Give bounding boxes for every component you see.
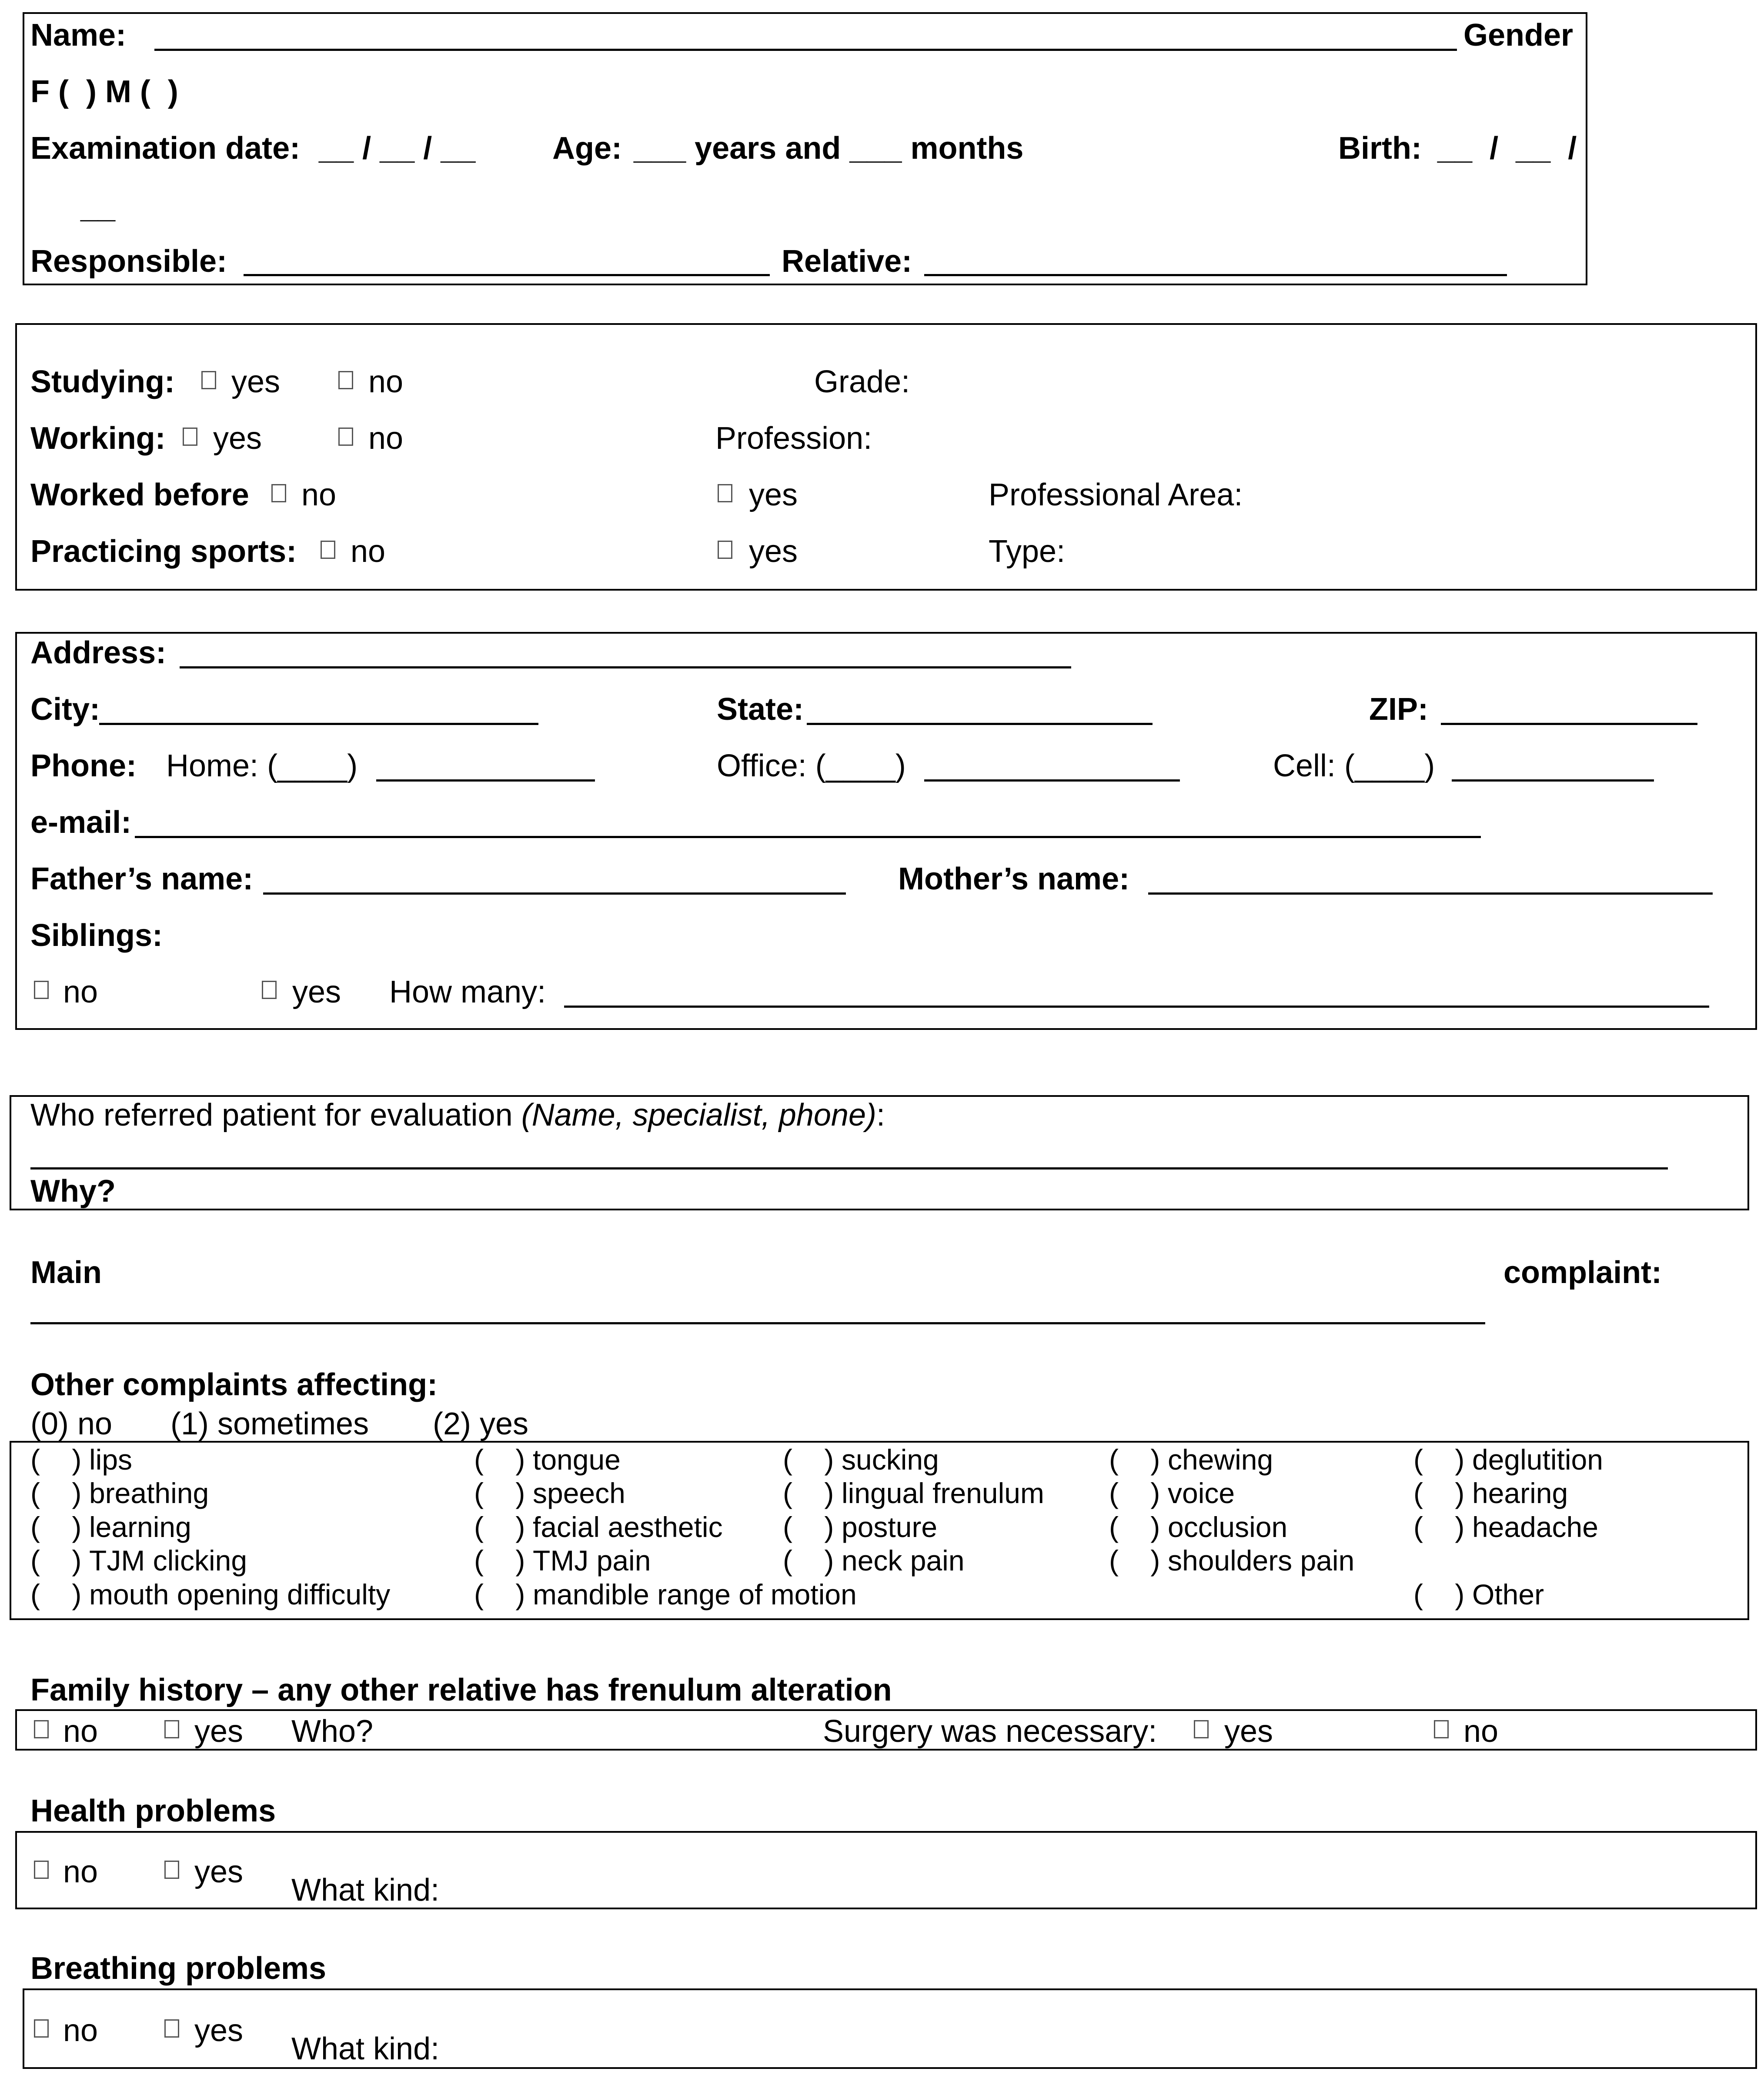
scale-yes: (2) yes: [433, 1407, 529, 1441]
sports-yes-checkbox[interactable]: [718, 541, 732, 559]
health-kind-label: What kind:: [291, 1873, 440, 1908]
office-phone-label: Office: (____): [717, 748, 906, 783]
siblings-no-label: no: [63, 975, 98, 1009]
main-complaint-field[interactable]: [30, 1322, 1485, 1324]
complaint-score-slot[interactable]: ( ): [783, 1477, 834, 1509]
sport-type-label: Type:: [989, 534, 1066, 569]
complaint-item-label: sucking: [842, 1443, 939, 1476]
breathing-yes-label: yes: [194, 2013, 244, 2048]
complaint-item-label: tongue: [533, 1443, 621, 1476]
family-no-checkbox[interactable]: [34, 1720, 49, 1738]
complaint-item-label: shoulders pain: [1168, 1544, 1355, 1577]
city-field[interactable]: [99, 723, 538, 725]
complaint-item-label: learning: [89, 1511, 191, 1543]
working-yes-checkbox[interactable]: [183, 428, 197, 446]
complaint-score-slot[interactable]: ( ): [474, 1511, 525, 1543]
mother-name-label: Mother’s name:: [898, 862, 1130, 896]
surgery-label: Surgery was necessary:: [823, 1714, 1157, 1749]
complaint-score-slot[interactable]: ( ): [783, 1443, 834, 1476]
complaint-score-slot[interactable]: ( ): [1109, 1544, 1160, 1577]
health-no-checkbox[interactable]: [34, 1861, 49, 1879]
complaint-item-label: lips: [89, 1443, 133, 1476]
complaint-score-slot[interactable]: ( ): [30, 1443, 82, 1476]
surgery-yes-label: yes: [1224, 1714, 1273, 1749]
worked-before-no-label: no: [301, 478, 337, 512]
email-label: e-mail:: [30, 805, 132, 840]
responsible-label: Responsible:: [30, 244, 227, 279]
siblings-yes-label: yes: [292, 975, 341, 1009]
age-field[interactable]: ___ years and ___ months: [634, 131, 1024, 166]
how-many-field[interactable]: [564, 1006, 1709, 1008]
why-label: Why?: [30, 1174, 116, 1209]
complaint-item-label: posture: [842, 1511, 938, 1543]
email-field[interactable]: [135, 836, 1481, 838]
sports-no-checkbox[interactable]: [321, 541, 335, 559]
address-field[interactable]: [180, 666, 1071, 668]
complaint-score-slot[interactable]: ( ): [1413, 1578, 1465, 1611]
complaint-item-label: mouth opening difficulty: [89, 1578, 391, 1611]
breathing-kind-label: What kind:: [291, 2032, 440, 2066]
complaint-score-slot[interactable]: ( ): [1109, 1477, 1160, 1509]
health-problems-title: Health problems: [30, 1794, 276, 1828]
working-no-checkbox[interactable]: [338, 428, 353, 446]
name-field[interactable]: [154, 49, 1457, 51]
gender-options[interactable]: F ( ) M ( ): [30, 74, 178, 109]
complaint-item-label: TMJ pain: [533, 1544, 651, 1577]
complaint-score-slot[interactable]: ( ): [30, 1477, 82, 1509]
breathing-no-checkbox[interactable]: [34, 2019, 49, 2038]
working-label: Working:: [30, 421, 166, 456]
grade-label: Grade:: [814, 364, 910, 399]
other-complaints-title: Other complaints affecting:: [30, 1367, 438, 1402]
complaint-item-label: facial aesthetic: [533, 1511, 723, 1543]
complaint-score-slot[interactable]: ( ): [1109, 1511, 1160, 1543]
complaint-label: complaint:: [1503, 1255, 1662, 1290]
contact-box: [15, 632, 1757, 1030]
working-no-label: no: [368, 421, 404, 456]
birth-label: Birth:: [1338, 131, 1422, 166]
family-yes-label: yes: [194, 1714, 244, 1749]
worked-before-yes-checkbox[interactable]: [718, 484, 732, 502]
breathing-problems-box: [23, 1988, 1757, 2069]
complaint-score-slot[interactable]: ( ): [1413, 1511, 1465, 1543]
siblings-no-checkbox[interactable]: [34, 981, 49, 999]
zip-field[interactable]: [1441, 723, 1697, 725]
birth-field-cont[interactable]: __: [80, 190, 116, 224]
studying-no-label: no: [368, 364, 404, 399]
complaint-item-label: lingual frenulum: [842, 1477, 1044, 1509]
complaint-item-label: chewing: [1168, 1443, 1273, 1476]
exam-date-field[interactable]: __ / __ / __: [319, 131, 476, 166]
complaint-score-slot[interactable]: ( ): [783, 1544, 834, 1577]
siblings-label: Siblings:: [30, 918, 163, 953]
complaint-score-slot[interactable]: ( ): [474, 1578, 525, 1611]
family-no-label: no: [63, 1714, 98, 1749]
state-label: State:: [717, 692, 804, 727]
complaint-score-slot[interactable]: ( ): [474, 1477, 525, 1509]
complaint-item-label: voice: [1168, 1477, 1235, 1509]
health-yes-label: yes: [194, 1854, 244, 1889]
family-yes-checkbox[interactable]: [164, 1720, 179, 1738]
referral-hint: (Name, specialist, phone): [521, 1098, 876, 1133]
age-label: Age:: [552, 131, 622, 166]
studying-yes-label: yes: [231, 364, 281, 399]
father-name-field[interactable]: [263, 892, 846, 895]
health-no-label: no: [63, 1854, 98, 1889]
referral-label: Who referred patient for evaluation (Name, specialist, phone):: [30, 1098, 885, 1133]
cell-phone-label: Cell: (____): [1273, 748, 1435, 783]
surgery-no-checkbox[interactable]: [1434, 1720, 1449, 1738]
complaint-item-label: headache: [1472, 1511, 1598, 1543]
gender-label: Gender: [1463, 18, 1574, 53]
complaint-item-label: breathing: [89, 1477, 209, 1509]
surgery-no-label: no: [1463, 1714, 1499, 1749]
city-label: City:: [30, 692, 100, 727]
worked-before-yes-label: yes: [749, 478, 798, 512]
responsible-field[interactable]: [244, 274, 770, 276]
worked-before-no-checkbox[interactable]: [271, 484, 286, 502]
cell-phone-field[interactable]: [1452, 779, 1654, 782]
father-name-label: Father’s name:: [30, 862, 254, 896]
home-phone-label: Home: (____): [166, 748, 358, 783]
complaint-score-slot[interactable]: ( ): [1109, 1443, 1160, 1476]
health-problems-box: [15, 1831, 1757, 1909]
complaint-score-slot[interactable]: ( ): [30, 1578, 82, 1611]
profession-label: Profession:: [715, 421, 872, 456]
complaint-item-label: occlusion: [1168, 1511, 1288, 1543]
home-phone-field[interactable]: [376, 779, 595, 782]
sports-label: Practicing sports:: [30, 534, 297, 569]
referral-field[interactable]: [30, 1167, 1668, 1169]
complaint-item-label: neck pain: [842, 1544, 965, 1577]
complaint-score-slot[interactable]: ( ): [30, 1544, 82, 1577]
family-history-title: Family history – any other relative has frenulum alteration: [30, 1673, 892, 1707]
working-yes-label: yes: [213, 421, 262, 456]
complaint-score-slot[interactable]: ( ): [783, 1511, 834, 1543]
complaint-score-slot[interactable]: ( ): [474, 1544, 525, 1577]
complaint-score-slot[interactable]: ( ): [1413, 1477, 1465, 1509]
worked-before-label: Worked before: [30, 478, 249, 512]
scale-sometimes: (1) sometimes: [170, 1407, 369, 1441]
relative-field[interactable]: [924, 274, 1507, 276]
breathing-problems-title: Breathing problems: [30, 1951, 327, 1986]
sports-no-label: no: [351, 534, 386, 569]
exam-date-label: Examination date:: [30, 131, 301, 166]
address-label: Address:: [30, 635, 167, 670]
breathing-no-label: no: [63, 2013, 98, 2048]
professional-area-label: Professional Area:: [989, 478, 1243, 512]
studying-yes-checkbox[interactable]: [201, 371, 216, 389]
studying-label: Studying:: [30, 364, 175, 399]
siblings-yes-checkbox[interactable]: [262, 981, 277, 999]
complaint-score-slot[interactable]: ( ): [474, 1443, 525, 1476]
breathing-yes-checkbox[interactable]: [164, 2019, 179, 2038]
complaint-item-label: Other: [1472, 1578, 1544, 1611]
complaint-item-label: speech: [533, 1477, 625, 1509]
complaint-item-label: TJM clicking: [89, 1544, 247, 1577]
name-label: Name:: [30, 18, 127, 53]
surgery-yes-checkbox[interactable]: [1194, 1720, 1209, 1738]
birth-field[interactable]: __ / __ /: [1437, 131, 1577, 166]
complaint-item-label: deglutition: [1472, 1443, 1603, 1476]
scale-no: (0) no: [30, 1407, 113, 1441]
zip-label: ZIP:: [1369, 692, 1428, 727]
how-many-label: How many:: [389, 975, 546, 1009]
health-yes-checkbox[interactable]: [164, 1861, 179, 1879]
complaint-score-slot[interactable]: ( ): [1413, 1443, 1465, 1476]
studying-no-checkbox[interactable]: [338, 371, 353, 389]
state-field[interactable]: [807, 723, 1153, 725]
complaint-item-label: mandible range of motion: [533, 1578, 857, 1611]
phone-label: Phone:: [30, 748, 137, 783]
complaint-item-label: hearing: [1472, 1477, 1568, 1509]
relative-label: Relative:: [782, 244, 912, 279]
mother-name-field[interactable]: [1148, 892, 1713, 895]
complaint-score-slot[interactable]: ( ): [30, 1511, 82, 1543]
sports-yes-label: yes: [749, 534, 798, 569]
office-phone-field[interactable]: [924, 779, 1180, 782]
who-label: Who?: [291, 1714, 374, 1749]
main-label: Main: [30, 1255, 102, 1290]
